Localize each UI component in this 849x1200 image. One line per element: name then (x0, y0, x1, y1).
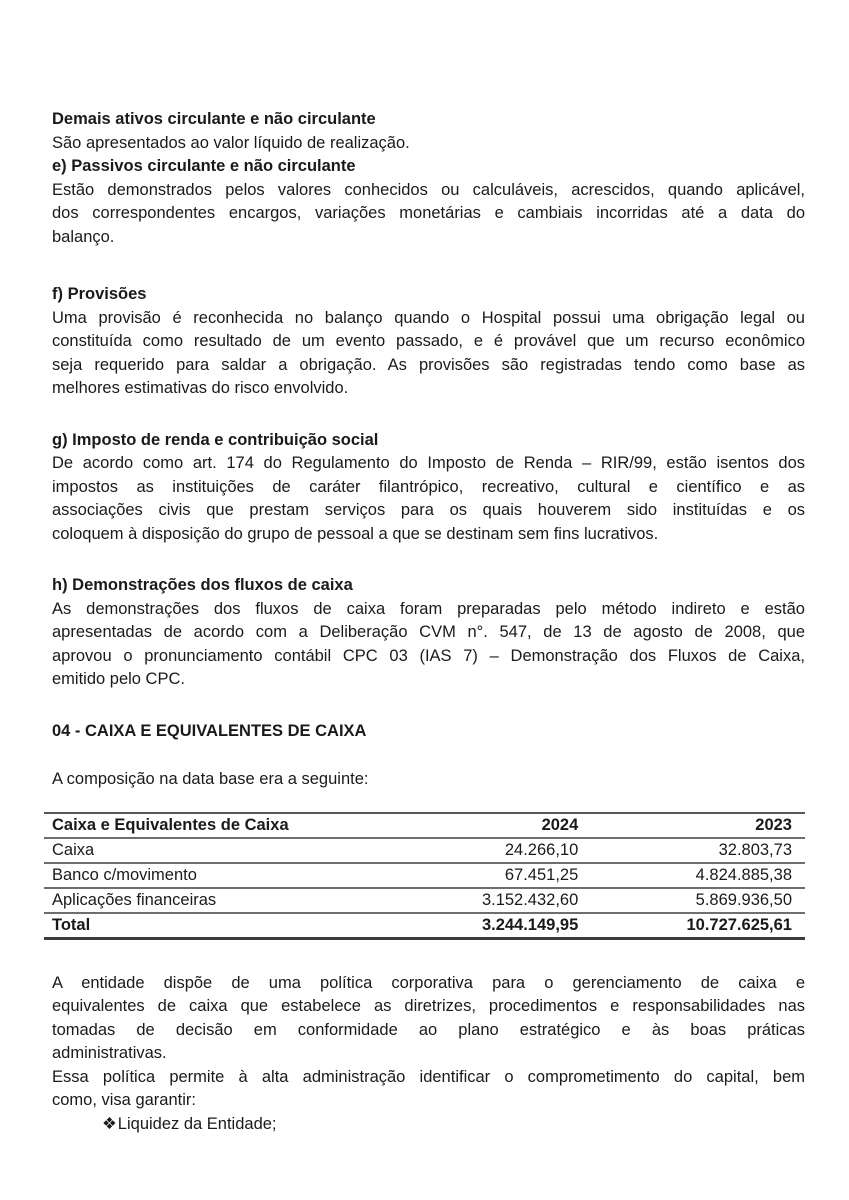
paragraph-provisoes-line-1: Uma provisão é reconhecida no balanço quando o Hospital possui uma obrigação legal ou (52, 308, 805, 327)
paragraph-fluxos-line-2: apresentadas de acordo com a Deliberação CVM n°. 547, de 13 de agosto de 2008, que (52, 623, 805, 641)
heading-imposto-renda: g) Imposto de renda e contribuição social (52, 430, 379, 449)
paragraph-passivos-line-3: balanço. (52, 227, 115, 246)
table-row-aplicacoes-financeiras (44, 888, 805, 913)
table-cell-total-2024: 3.244.149,95 (481, 915, 579, 934)
paragraph-politica-line-2: equivalentes de caixa que estabelece as diretrizes, procedimentos e responsabilidades nas (52, 997, 805, 1015)
paragraph-politica2-line-2: como, visa garantir: (52, 1091, 196, 1109)
paragraph-politica-line-3: tomadas de decisão em conformidade ao plano estratégico e às boas práticas (52, 1020, 805, 1039)
table-row-banco-movimento (44, 863, 805, 888)
table-cell-total-label: Total (52, 915, 91, 934)
heading-provisoes: f) Provisões (52, 285, 147, 303)
paragraph-composicao-intro: A composição na data base era a seguinte: (52, 770, 369, 788)
paragraph-politica-line-4: administrativas. (52, 1044, 167, 1062)
paragraph-politica2-line-1: Essa política permite à alta administração identificar o comprometimento do capital, bem (52, 1067, 805, 1086)
bullet-item-text: Liquidez da Entidade; (117, 1114, 277, 1133)
table-cell-total-2023: 10.727.625,61 (686, 915, 792, 934)
table-cell-label: Caixa (52, 840, 95, 859)
paragraph-fluxos-line-3: aprovou o pronunciamento contábil CPC 03 (IAS 7) – Demonstração dos Fluxos de Caixa, (52, 646, 805, 665)
table-row-total (44, 913, 805, 939)
table-cell-2024-value: 24.266,10 (504, 840, 579, 859)
table-header-row (44, 813, 805, 838)
paragraph-imposto-line-4: coloquem à disposição do grupo de pessoal a que se destinam sem fins lucrativos. (52, 524, 659, 543)
paragraph-politica-line-1: A entidade dispõe de uma política corporativa para o gerenciamento de caixa e (52, 973, 805, 992)
table-cell-2023-value: 5.869.936,50 (695, 890, 792, 909)
bullet-item-liquidez (52, 1113, 805, 1137)
paragraph-provisoes-line-2: constituída como resultado de um evento passado, e é provável que um recurso econômico (52, 332, 805, 350)
table-cell-2024-value: 3.152.432,60 (481, 890, 579, 909)
table-cell-2023-value: 4.824.885,38 (695, 865, 792, 884)
diamond-bullet-icon: ❖ (102, 1114, 117, 1133)
caixa-equivalentes-table (44, 812, 805, 940)
paragraph-provisoes-line-3: seja requerido para saldar a obrigação. As provisões são registradas tendo como base as (52, 355, 805, 374)
paragraph-passivos-line-2: dos correspondentes encargos, variações monetárias e cambiais incorridas até a data do (52, 204, 805, 222)
paragraph-passivos-line-1: Estão demonstrados pelos valores conhecidos ou calculáveis, acrescidos, quando aplicável, (52, 180, 805, 199)
heading-fluxos-caixa: h) Demonstrações dos fluxos de caixa (52, 576, 353, 594)
table-cell-label: Banco c/movimento (52, 865, 197, 884)
heading-passivos: e) Passivos circulante e não circulante (52, 157, 356, 175)
paragraph-imposto-line-2: impostos as instituições de caráter filantrópico, recreativo, cultural e científico e as (52, 477, 805, 496)
table-cell-label: Aplicações financeiras (52, 890, 217, 909)
paragraph-politica-block (52, 972, 805, 1113)
paragraph-fluxos-line-4: emitido pelo CPC. (52, 670, 185, 688)
table-row-caixa (44, 838, 805, 863)
paragraph-demais-ativos: São apresentados ao valor líquido de realização. (52, 133, 410, 152)
table-header-year-2024: 2024 (541, 815, 579, 834)
paragraph-imposto-line-1: De acordo como art. 174 do Regulamento do Imposto de Renda – RIR/99, estão isentos dos (52, 454, 805, 472)
table-cell-2023-value: 32.803,73 (718, 840, 792, 859)
heading-demais-ativos: Demais ativos circulante e não circulante (52, 110, 376, 128)
table-header-caption: Caixa e Equivalentes de Caixa (52, 815, 289, 834)
paragraph-imposto-line-3: associações civis que prestam serviços para os quais houverem sido instituídas e os (52, 501, 805, 519)
table-cell-2024-value: 67.451,25 (504, 865, 579, 884)
table-header-year-2023: 2023 (755, 815, 792, 834)
paragraph-fluxos-line-1: As demonstrações dos fluxos de caixa foram preparadas pelo método indireto e estão (52, 599, 805, 618)
heading-section-04: 04 - CAIXA E EQUIVALENTES DE CAIXA (52, 721, 367, 740)
paragraph-provisoes-line-4: melhores estimativas do risco envolvido. (52, 379, 349, 397)
